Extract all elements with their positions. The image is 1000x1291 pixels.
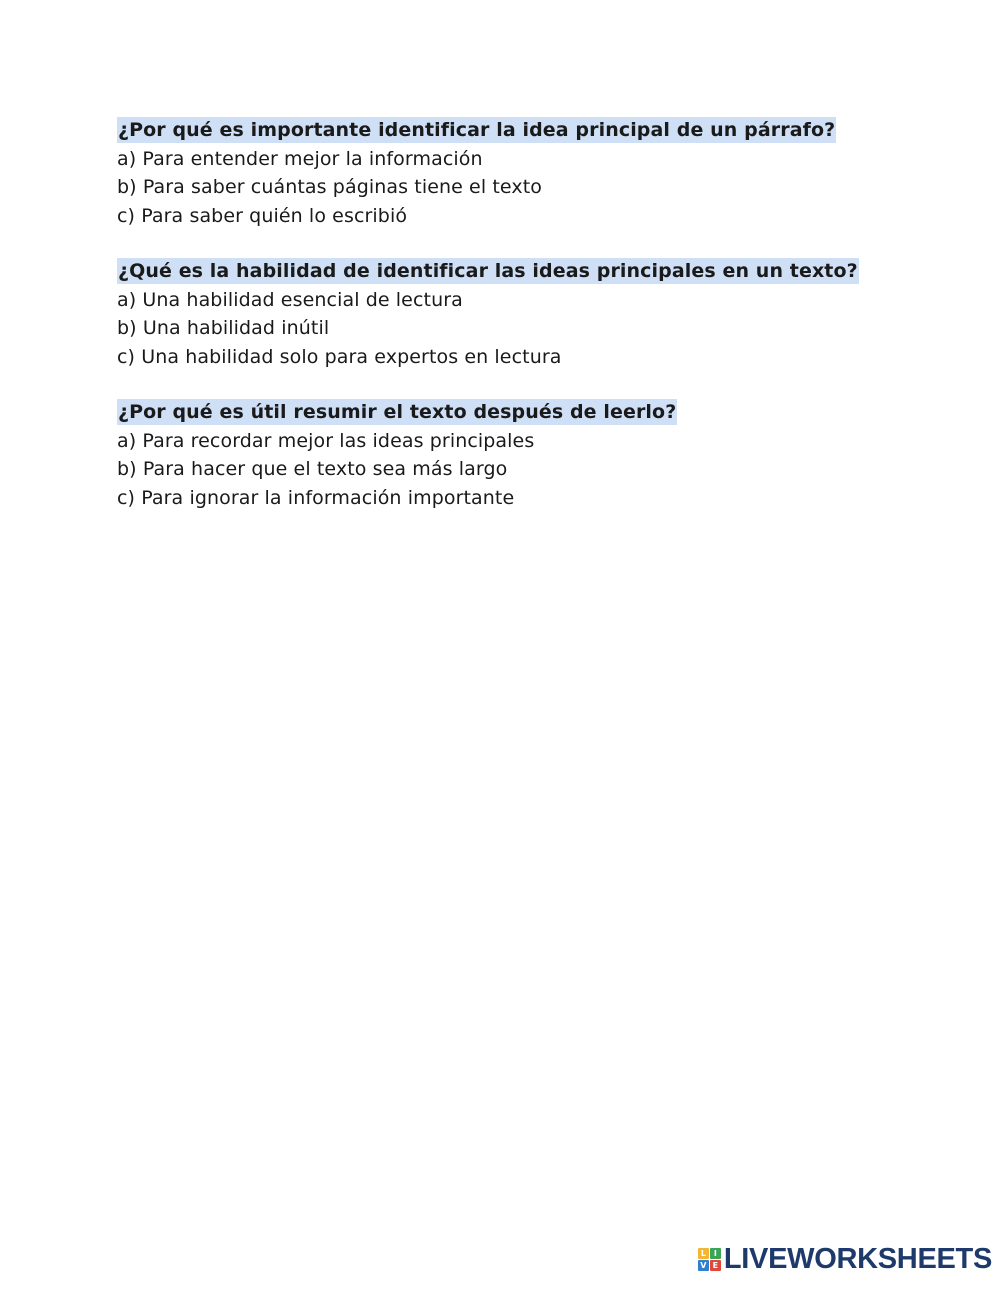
logo-mark-cell: I [710,1248,721,1259]
answer-option[interactable]: b) Una habilidad inútil [117,317,330,339]
answer-option[interactable]: a) Para recordar mejor las ideas principales [117,429,535,452]
logo-mark-cell: E [710,1260,721,1271]
question-block-3 [117,398,677,512]
answer-option[interactable]: b) Para saber cuántas páginas tiene el texto [117,176,542,198]
question-block-2 [117,257,859,371]
question-text: ¿Qué es la habilidad de identificar las ideas principales en un texto? [118,260,858,282]
question-text: ¿Por qué es importante identificar la idea principal de un párrafo? [118,119,836,141]
answer-option[interactable]: c) Para saber quién lo escribió [117,204,408,227]
liveworksheets-logo [698,1244,992,1274]
answer-option[interactable]: c) Una habilidad solo para expertos en lectura [117,345,562,368]
answer-option[interactable]: b) Para hacer que el texto sea más largo [117,458,508,480]
question-text: ¿Por qué es útil resumir el texto después de leerlo? [118,401,677,423]
question-block-1 [117,116,836,230]
answer-option[interactable]: a) Una habilidad esencial de lectura [117,288,463,311]
logo-wordmark: LIVEWORKSHEETS [723,1243,992,1275]
logo-mark-icon [698,1248,721,1271]
answer-option[interactable]: c) Para ignorar la información importante [117,486,515,509]
logo-mark-cell: V [698,1260,709,1271]
answer-option[interactable]: a) Para entender mejor la información [117,147,483,170]
logo-mark-cell: L [698,1248,709,1259]
